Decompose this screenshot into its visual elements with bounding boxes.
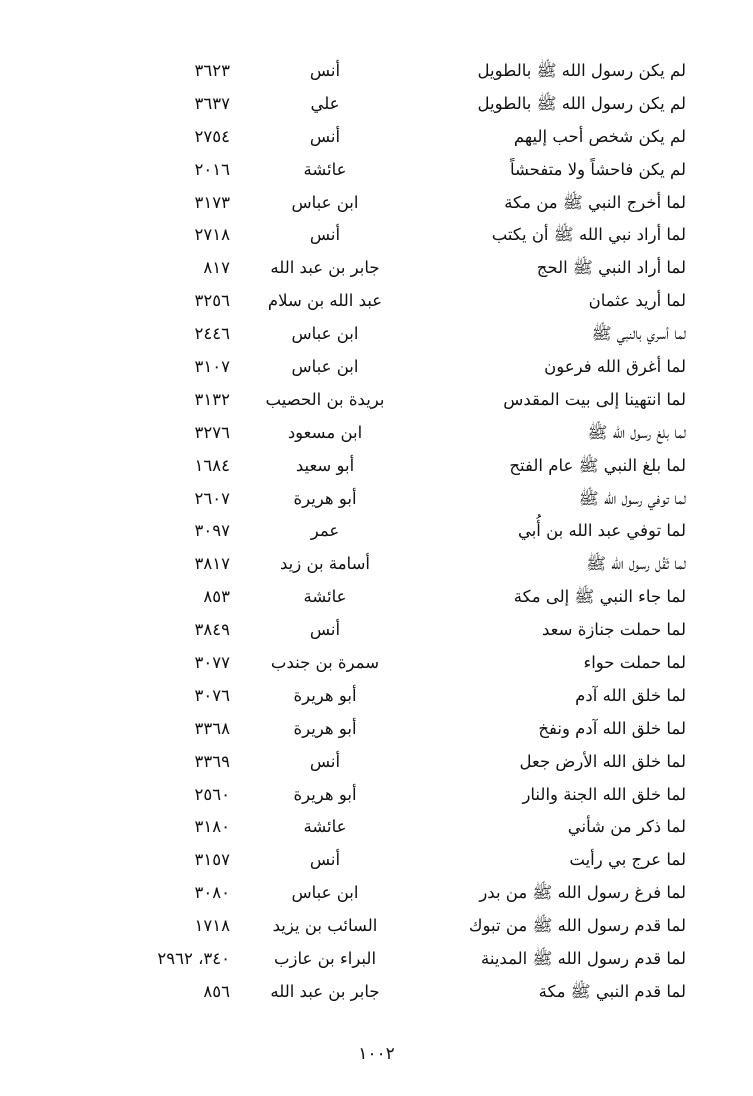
page-number: ١٠٠٢ [358,1044,395,1064]
narrator: أبو هريرة [293,488,357,508]
narrator: عمر [310,521,340,541]
hadith-opening: لما حملت حواء [583,653,686,673]
narrator: جابر بن عبد الله [270,981,380,1001]
hadith-opening: لم يكن رسول الله ﷺ بالطويل [477,61,686,80]
hadith-opening: لما قدم رسول الله ﷺ من تبوك [468,916,686,936]
index-row [0,780,753,813]
hadith-number: ١٧١٨ [194,916,230,936]
hadith-number: ٣٠٩٧ [194,521,230,541]
narrator: ابن عباس [291,883,359,903]
hadith-number: ٢٥٦٠ [194,784,230,804]
index-row [0,615,753,648]
hadith-number: ٣٦٢٣ [194,61,230,80]
narrator: بريدة بن الحصيب [265,389,385,409]
hadith-number: ٣٨١٧ [194,554,230,574]
index-row [0,648,753,681]
narrator: أنس [309,850,341,870]
hadith-opening: لما خلق الله آدم [575,685,686,705]
hadith-number: ٣٠٧٧ [194,653,230,673]
index-row [0,188,753,221]
index-row [0,747,753,780]
hadith-opening: لم يكن شخص أحب إليهم [513,126,686,146]
hadith-opening: لما ذكر من شأني [567,817,686,837]
narrator: أبو هريرة [293,784,357,804]
index-row [0,286,753,319]
index-row [0,122,753,155]
index-row [0,582,753,615]
hadith-opening: لما قدم النبي ﷺ مكة [538,981,686,1001]
hadith-index-list [0,56,753,1010]
narrator: عائشة [303,159,347,179]
narrator: أسامة بن زيد [280,554,370,574]
narrator: أبو هريرة [293,718,357,738]
hadith-number: ٣١٥٧ [194,850,230,870]
index-row [0,812,753,845]
hadith-number: ٣٦٣٧ [194,93,230,113]
hadith-number: ٣١٧٣ [194,192,230,212]
hadith-number: ٣٢٥٦ [194,291,230,311]
hadith-opening: لما حملت جنازة سعد [542,620,686,640]
narrator: جابر بن عبد الله [270,258,380,278]
hadith-opening: لما عرج بي رأيت [569,850,686,870]
hadith-number: ٣١٨٠ [194,817,230,837]
hadith-opening: لما توفي عبد الله بن أُبي [517,521,686,541]
hadith-number: ٣١٠٧ [194,357,230,377]
hadith-opening: لما ثَقُل رسول الله ﷺ [586,554,686,574]
hadith-opening: لما قدم رسول الله ﷺ المدينة [481,949,686,969]
narrator: السائب بن يزيد [272,916,378,936]
index-row [0,253,753,286]
narrator: البراء بن عازب [273,949,377,969]
narrator: ابن عباس [291,357,359,377]
index-row [0,911,753,944]
index-row [0,484,753,517]
narrator: أبو سعيد [295,455,355,475]
index-row [0,944,753,977]
index-row [0,845,753,878]
narrator: سمرة بن جندب [270,653,380,673]
hadith-opening: لما انتهينا إلى بيت المقدس [503,389,686,409]
hadith-number: ٢٧١٨ [194,225,230,245]
index-row [0,878,753,911]
index-row [0,352,753,385]
index-row [0,714,753,747]
hadith-opening: لما بلغ النبي ﷺ عام الفتح [509,455,686,475]
hadith-number: ٣٢٧٦ [194,422,230,442]
index-row [0,319,753,352]
narrator: أنس [309,61,341,80]
narrator: أنس [309,225,341,245]
narrator: أنس [309,620,341,640]
hadith-number: ٨٥٣ [203,587,230,607]
hadith-opening: لما أريد عثمان [588,291,686,311]
hadith-opening: لم يكن رسول الله ﷺ بالطويل [477,93,686,113]
narrator: علي [310,93,340,113]
hadith-number: ٢٤٤٦ [194,324,230,344]
hadith-opening: لم يكن فاحشاً ولا متفحشاً [509,159,686,179]
index-row [0,56,753,89]
hadith-opening: لما توفي رسول الله ﷺ [578,488,686,508]
hadith-number: ٨٥٦ [203,981,230,1001]
narrator: ابن عباس [291,324,359,344]
index-row [0,89,753,122]
hadith-number: ٣١٣٢ [194,389,230,409]
narrator: ابن عباس [291,192,359,212]
narrator: عائشة [303,587,347,607]
hadith-number: ٣٣٦٨ [194,718,230,738]
hadith-opening: لما أراد نبي الله ﷺ أن يكتب [491,225,686,245]
hadith-opening: لما خلق الله الجنة والنار [522,784,686,804]
hadith-number: ٨١٧ [203,258,230,278]
narrator: ابن مسعود [287,422,363,442]
hadith-number: ٣٣٦٩ [194,751,230,771]
hadith-opening: لما جاء النبي ﷺ إلى مكة [513,587,686,607]
hadith-number: ٢٦٠٧ [194,488,230,508]
index-row [0,516,753,549]
hadith-number: ٢٧٥٤ [194,126,230,146]
narrator: عائشة [303,817,347,837]
hadith-number: ٣٨٤٩ [194,620,230,640]
index-row [0,451,753,484]
index-row [0,220,753,253]
hadith-opening: لما فرغ رسول الله ﷺ من بدر [479,883,686,903]
index-row [0,418,753,451]
hadith-number: ٢٠١٦ [194,159,230,179]
hadith-opening: لما أغرق الله فرعون [544,357,686,377]
hadith-opening: لما أخرج النبي ﷺ من مكة [504,192,686,212]
hadith-number: ٣٠٧٦ [194,685,230,705]
narrator: أبو هريرة [293,685,357,705]
index-row [0,977,753,1010]
narrator: عبد الله بن سلام [267,291,383,311]
hadith-opening: لما أسري بالنبي ﷺ [591,324,686,344]
index-row [0,681,753,714]
hadith-opening: لما خلق الله آدم ونفخ [538,718,686,738]
narrator: أنس [309,126,341,146]
hadith-opening: لما أراد النبي ﷺ الحج [536,258,686,278]
hadith-opening: لما خلق الله الأرض جعل [519,751,686,771]
hadith-number: ٣٤٠، ٢٩٦٢ [157,949,230,969]
hadith-number: ١٦٨٤ [194,455,230,475]
index-row [0,155,753,188]
index-row [0,549,753,582]
narrator: أنس [309,751,341,771]
hadith-number: ٣٠٨٠ [194,883,230,903]
hadith-opening: لما بلغ رسول الله ﷺ [587,422,686,442]
index-row [0,385,753,418]
